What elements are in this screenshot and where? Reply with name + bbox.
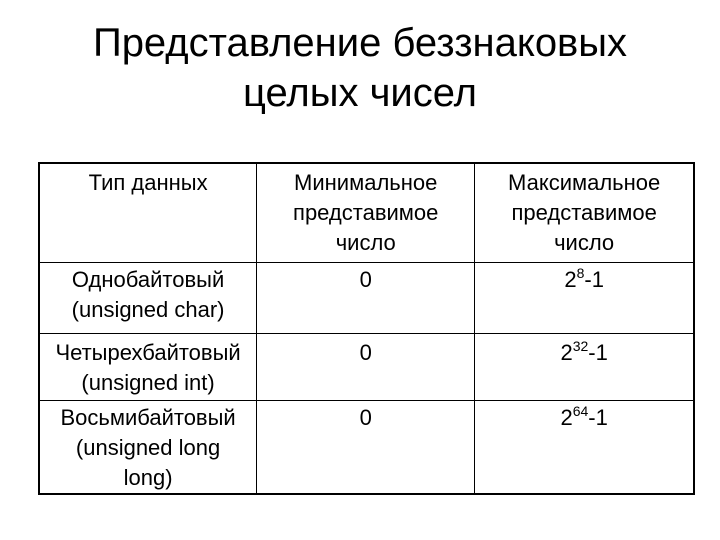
table-row (39, 334, 694, 401)
type-keyword: (unsigned int) (81, 370, 215, 395)
type-name: Однобайтовый (71, 267, 225, 292)
max-exponent: 8 (576, 265, 585, 281)
max-exponent: 32 (572, 338, 589, 354)
min-value: 0 (359, 340, 372, 365)
header-data-type (39, 163, 257, 263)
cell-type (39, 263, 257, 334)
slide-title-line-2: целых чисел (242, 71, 478, 115)
header-min-value (257, 163, 475, 263)
header-max-line-3: число (554, 230, 615, 255)
type-keyword: (unsigned char) (71, 297, 225, 322)
table-header-row (39, 163, 694, 263)
max-exponent: 64 (572, 403, 589, 419)
type-keyword: (unsigned long (75, 435, 221, 460)
table-row (39, 263, 694, 334)
max-suffix: -1 (588, 340, 608, 365)
header-max-line-2: представимое (511, 200, 657, 225)
header-min-line-1: Минимальное (294, 170, 438, 195)
type-keyword-continued: long) (123, 465, 173, 490)
max-base: 2 (560, 405, 573, 430)
cell-min (257, 334, 475, 401)
cell-max (475, 334, 694, 401)
max-base: 2 (564, 267, 577, 292)
max-base: 2 (560, 340, 573, 365)
slide-title (0, 18, 720, 118)
type-name: Восьмибайтовый (60, 405, 236, 430)
min-value: 0 (359, 267, 372, 292)
type-name: Четырехбайтовый (55, 340, 241, 365)
table-row (39, 401, 694, 495)
max-suffix: -1 (584, 267, 604, 292)
slide-title-line-1: Представление беззнаковых (92, 21, 628, 65)
header-min-line-2: представимое (293, 200, 439, 225)
cell-max (475, 401, 694, 495)
integer-types-table (38, 162, 695, 495)
cell-type (39, 401, 257, 495)
cell-max (475, 263, 694, 334)
header-data-type-label: Тип данных (88, 170, 208, 195)
cell-min (257, 263, 475, 334)
header-max-line-1: Максимальное (508, 170, 661, 195)
max-suffix: -1 (588, 405, 608, 430)
header-max-value (475, 163, 694, 263)
min-value: 0 (359, 405, 372, 430)
cell-type (39, 334, 257, 401)
header-min-line-3: число (335, 230, 396, 255)
cell-min (257, 401, 475, 495)
